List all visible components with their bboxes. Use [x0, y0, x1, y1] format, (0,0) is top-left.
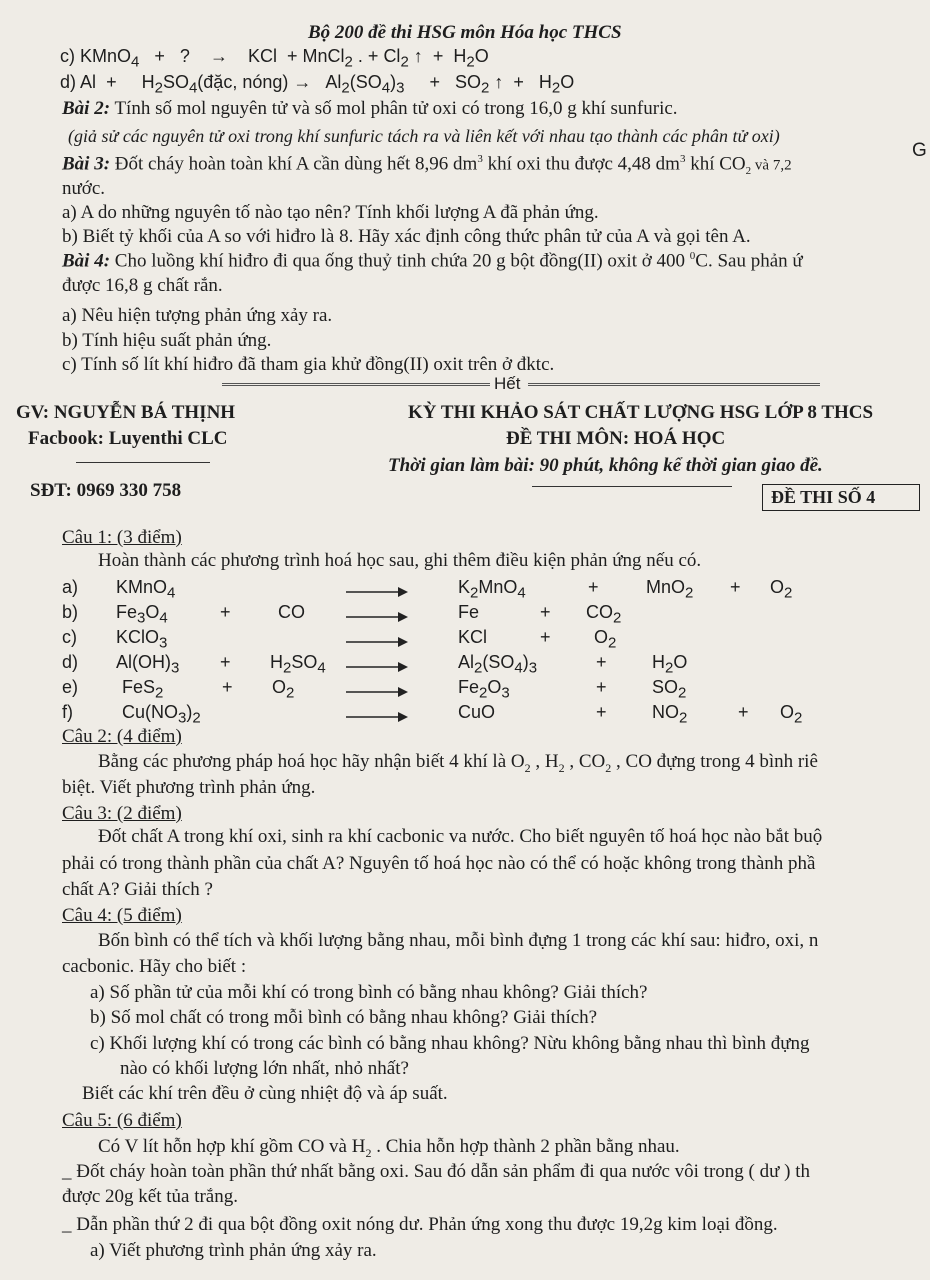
- q1-eq-a-p2: MnO$_2$: [646, 577, 694, 602]
- q1-eq-e-label: e): [62, 677, 79, 697]
- plus-sign: +: [220, 602, 231, 622]
- q1-eq-b-p1: Fe: [458, 602, 480, 622]
- q1-eq-a-label: a): [62, 577, 79, 597]
- plus-sign: +: [588, 577, 599, 597]
- plus-sign: +: [596, 677, 607, 697]
- reaction-arrow: [346, 635, 408, 649]
- exam-time: Thời gian làm bài: 90 phút, không kể thời gian giao đề.: [388, 455, 823, 476]
- header-left-rule: [76, 462, 210, 463]
- bai-3-line2: nước.: [62, 178, 106, 199]
- end-mark: Hết: [494, 374, 521, 393]
- q1-eq-c-label: c): [62, 627, 77, 647]
- q1-eq-e-p1: $Fe_2O_3$: [458, 677, 510, 702]
- q1-eq-d-r2: $H_2SO_4$: [270, 652, 326, 677]
- q5-line1: Có V lít hỗn hợp khí gồm CO và $H_2$ . Chia hỗn hợp thành 2 phần bằng nhau.: [98, 1136, 680, 1160]
- q2-line2: biệt. Viết phương trình phản ứng.: [62, 777, 316, 798]
- bai-4-line2: được 16,8 g chất rắn.: [62, 275, 223, 296]
- bai-4-c: c) Tính số lít khí hiđro đã tham gia khử đồng(II) oxit trên ở đktc.: [62, 354, 555, 375]
- q4-c: c) Khối lượng khí có trong các bình có bằng nhau không? Nừu không bằng nhau thì bình đựng: [90, 1033, 810, 1054]
- bai-3-b: b) Biết tỷ khối của A so với hiđro là 8. Hãy xác định công thức phân tử của A và gọi tên A.: [62, 226, 751, 247]
- q1-eq-d-label: d): [62, 652, 79, 672]
- eq-label: c): [60, 46, 75, 66]
- exam-title: KỲ THI KHẢO SÁT CHẤT LƯỢNG HSG LỚP 8 THCS: [408, 402, 874, 423]
- bai-2-note: (giả sử các nguyên tử oxi trong khí sunfuric tách ra và liên kết với nhau tạo thành các phân tử oxi): [68, 126, 780, 146]
- q1-eq-e-p2: $SO_2$: [652, 677, 687, 702]
- q1-eq-f-label: f): [62, 702, 73, 722]
- q1-eq-c-p2: $O_2$: [594, 627, 617, 652]
- q5-line4: _ Dẫn phần thứ 2 đi qua bột đồng oxit nóng dư. Phản ứng xong thu được 19,2g kim loại đồng.: [62, 1214, 778, 1235]
- bai-4-a: a) Nêu hiện tượng phản ứng xảy ra.: [62, 305, 333, 326]
- reaction-arrow: [346, 660, 408, 674]
- q1-eq-e-r1: FeS$_2$: [122, 677, 164, 702]
- edge-fragment: G: [912, 140, 927, 161]
- q4-c-cont: nào có khối lượng lớn nhất, nhỏ nhất?: [120, 1058, 409, 1079]
- q1-eq-b-r2: CO: [278, 602, 305, 622]
- q4-line1: Bốn bình có thể tích và khối lượng bằng nhau, mỗi bình đựng 1 trong các khí sau: hiđro, oxi, n: [98, 930, 819, 951]
- q4-line2: cacbonic. Hãy cho biết :: [62, 956, 247, 977]
- q3-line2: phải có trong thành phần của chất A? Nguyên tố hoá học nào có thể có hoặc không trong thành phầ: [62, 853, 816, 874]
- q2-title: Câu 2: (4 điểm): [62, 726, 182, 747]
- q5-line2: _ Đốt cháy hoàn toàn phần thứ nhất bằng oxi. Sau đó dẫn sản phẩm đi qua nước vôi trong ( dư ) th: [62, 1161, 811, 1182]
- q1-eq-b-p2: $CO_2$: [586, 602, 622, 627]
- phone: SĐT: 0969 330 758: [30, 480, 182, 501]
- q1-intro: Hoàn thành các phương trình hoá học sau, ghi thêm điều kiện phản ứng nếu có.: [98, 550, 702, 571]
- header-right-rule: [532, 486, 732, 487]
- series-header: Bộ 200 đề thi HSG môn Hóa học THCS: [308, 22, 622, 43]
- facebook: Facbook: Luyenthi CLC: [28, 428, 228, 449]
- bai-4-b: b) Tính hiệu suất phản ứng.: [62, 330, 272, 351]
- q1-eq-c-p1: KCl: [458, 627, 488, 647]
- reaction-arrow: [346, 585, 408, 599]
- end-rule-right: [528, 383, 820, 386]
- bai-4: Bài 4: Cho luồng khí hiđro đi qua ống thuỷ tinh chứa 20 g bột đồng(II) oxit ở 400 $^0$C. Sau phản ứ: [62, 250, 803, 272]
- reaction-arrow: [346, 610, 408, 624]
- q5-line3: được 20g kết tủa trắng.: [62, 1186, 238, 1207]
- plus-sign: +: [222, 677, 233, 697]
- exam-number-box: ĐỀ THI SỐ 4: [762, 484, 920, 511]
- plus-sign: +: [220, 652, 231, 672]
- q1-eq-c-r1: KClO$_3$: [116, 627, 168, 652]
- plus-sign: +: [596, 702, 607, 722]
- q1-eq-a-products: $K_2MnO_4$: [458, 577, 526, 602]
- q1-eq-d-r1: $Al(OH)_3$: [116, 652, 180, 677]
- q1-eq-f-r1: $Cu(NO_3)_2$: [122, 702, 201, 727]
- q5-title: Câu 5: (6 điểm): [62, 1110, 182, 1131]
- teacher-name: GV: NGUYỄN BÁ THỊNH: [16, 402, 236, 423]
- q1-eq-a-p3: $O_2$: [770, 577, 793, 602]
- bai-3: Bài 3: Đốt cháy hoàn toàn khí A cần dùng hết 8,96 $dm^3$ khí oxi thu được 4,48 $dm^3$ khí $CO_2$ và 7,2: [62, 153, 792, 178]
- end-rule-left: [222, 383, 490, 386]
- q4-note: Biết các khí trên đều ở cùng nhiệt độ và áp suất.: [82, 1083, 448, 1104]
- q4-a: a) Số phần tử của mỗi khí có trong bình có bằng nhau không? Giải thích?: [90, 982, 648, 1003]
- top-equation-c: c) KMnO$_4$ + ? → KCl + MnCl$_2$ . + $Cl_2$ ↑ + $H_2O$: [60, 46, 489, 71]
- plus-sign: +: [730, 577, 741, 597]
- bai-3-a: a) A do những nguyên tố nào tạo nên? Tính khối lượng A đã phản ứng.: [62, 202, 599, 223]
- q3-line1: Đốt chất A trong khí oxi, sinh ra khí cacbonic va nước. Cho biết nguyên tố hoá học nào bắt buộ: [98, 826, 823, 847]
- q1-title: Câu 1: (3 điểm): [62, 527, 182, 548]
- q4-title: Câu 4: (5 điểm): [62, 905, 182, 926]
- q2-line1: Bằng các phương pháp hoá học hãy nhận biết 4 khí là $O_2$ , $H_2$ , $CO_2$ , CO đựng trong 4 bình riê: [98, 751, 818, 775]
- q3-title: Câu 3: (2 điểm): [62, 803, 182, 824]
- q1-eq-b-r1: $Fe_3O_4$: [116, 602, 168, 627]
- q1-eq-f-p1: CuO: [458, 702, 496, 722]
- q3-line3: chất A? Giải thích ?: [62, 879, 213, 900]
- q1-eq-b-label: b): [62, 602, 79, 622]
- q4-b: b) Số mol chất có trong mỗi bình có bằng nhau không? Giải thích?: [90, 1007, 598, 1028]
- plus-sign: +: [540, 627, 551, 647]
- plus-sign: +: [596, 652, 607, 672]
- q1-eq-f-p2: $NO_2$: [652, 702, 688, 727]
- reaction-arrow: [346, 710, 408, 724]
- q1-eq-d-p1: $Al_2(SO_4)_3$: [458, 652, 538, 677]
- q1-eq-e-r2: $O_2$: [272, 677, 295, 702]
- reaction-arrow: [346, 685, 408, 699]
- top-equation-d: d) Al + $H_2SO_4(đặc$, nóng) → $Al_2(SO_4)_3$ + $SO_2$ ↑ + $H_2O$: [60, 72, 575, 97]
- q5-a: a) Viết phương trình phản ứng xảy ra.: [90, 1240, 377, 1261]
- plus-sign: +: [738, 702, 749, 722]
- plus-sign: +: [540, 602, 551, 622]
- q1-eq-d-p2: $H_2O$: [652, 652, 688, 677]
- q1-eq-a-reactants: KMnO$_4$: [116, 577, 176, 602]
- bai-2: Bài 2: Tính số mol nguyên tử và số mol phân tử oxi có trong 16,0 g khí sunfuric.: [62, 98, 678, 119]
- q1-eq-f-p3: $O_2$: [780, 702, 803, 727]
- exam-subject: ĐỀ THI MÔN: HOÁ HỌC: [506, 428, 726, 449]
